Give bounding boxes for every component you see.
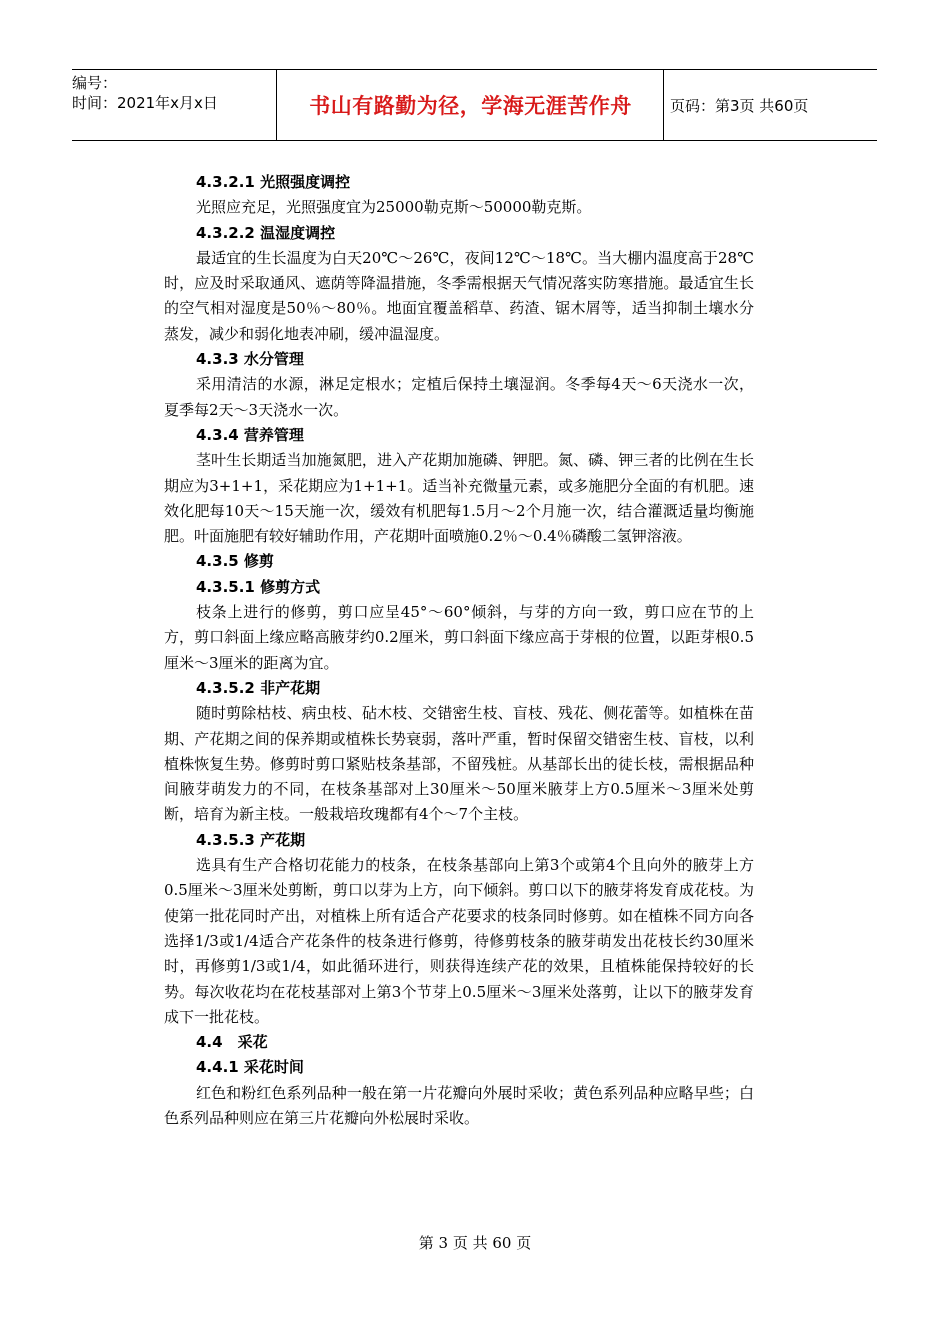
section-heading: 4.4.1 采花时间 (196, 1058, 304, 1077)
section-heading: 4.3.2.2 温湿度调控 (196, 223, 336, 242)
paragraph: 随时剪除枯枝、病虫枝、砧木枝、交错密生枝、盲枝、残花、侧花蕾等。如植株在苗期、产花期之间的保养期或植株长势衰弱，落叶严重，暂时保留交错密生枝、盲枝，以利植株恢复生势。修剪时剪口紧贴枝条基部，不留残桩。从基部长出的徒长枝，需根据品种间腋芽萌发力的不同，在枝条基部对上30厘米～50厘米腋芽上方0.5厘米～3厘米处剪断，培育为新主枝。一般栽培玫瑰都有4个～7个主枝。 (164, 704, 754, 824)
section-heading: 4.3.5.2 非产花期 (196, 678, 321, 697)
document-body (164, 170, 754, 1131)
document-time-label: 时间：2021年x月x日 (72, 94, 218, 112)
paragraph: 红色和粉红色系列品种一般在第一片花瓣向外展时采收；黄色系列品种应略早些；白色系列品种则应在第三片花瓣向外松展时采收。 (164, 1083, 754, 1127)
section-heading: 4.3.5.1 修剪方式 (196, 577, 321, 596)
paragraph: 光照应充足，光照强度宜为25000勒克斯～50000勒克斯。 (196, 198, 592, 217)
paragraph: 枝条上进行的修剪，剪口应呈45°～60°倾斜，与芽的方向一致，剪口应在节的上方，剪口斜面上缘应略高腋芽约0.2厘米，剪口斜面下缘应高于芽根的位置，以距芽根0.5厘米～3厘米的距离为宜。 (164, 603, 754, 672)
section-heading: 4.3.3 水分管理 (196, 350, 304, 369)
header-meta (72, 70, 277, 140)
header-page-number: 页码：第3页 共60页 (670, 96, 809, 115)
paragraph: 最适宜的生长温度为白天20℃～26℃，夜间12℃～18℃。当大棚内温度高于28℃时，应及时采取通风、遮荫等降温措施，冬季需根据天气情况落实防寒措施。最适宜生长的空气相对湿度是50％～80％。地面宜覆盖稻草、药渣、锯木屑等，适当抑制土壤水分蒸发，减少和弱化地表冲刷，缓冲温湿度。 (164, 248, 754, 343)
paragraph: 茎叶生长期适当加施氮肥，进入产花期加施磷、钾肥。氮、磷、钾三者的比例在生长期应为3+1+1，采花期应为1+1+1。适当补充微量元素，或多施肥分全面的有机肥。速效化肥每10天～15天施一次，缓效有机肥每1.5月～2个月施一次，结合灌溉适量均衡施肥。叶面施肥有较好辅助作用，产花期叶面喷施0.2％～0.4％磷酸二氢钾溶液。 (164, 451, 754, 546)
document-number-label: 编号： (72, 74, 118, 92)
section-heading: 4.4 采花 (196, 1033, 268, 1052)
page-header (72, 69, 877, 141)
section-heading: 4.3.4 营养管理 (196, 425, 304, 444)
header-motto: 书山有路勤为径，学海无涯苦作舟 (278, 70, 664, 140)
page-footer: 第 3 页 共 60 页 (418, 1234, 532, 1252)
section-heading: 4.3.5.3 产花期 (196, 830, 306, 849)
paragraph: 选具有生产合格切花能力的枝条，在枝条基部向上第3个或第4个且向外的腋芽上方0.5厘米～3厘米处剪断，剪口以芽为上方，向下倾斜。剪口以下的腋芽将发育成花枝。为使第一批花同时产出，对植株上所有适合产花要求的枝条同时修剪。如在植株不同方向各选择1/3或1/4适合产花条件的枝条进行修剪，待修剪枝条的腋芽萌发出花枝长约30厘米时，再修剪1/3或1/4，如此循环进行，则获得连续产花的效果，且植株能保持较好的长势。每次收花均在花枝基部对上第3个节芽上0.5厘米～3厘米处落剪，让以下的腋芽发育成下一批花枝。 (164, 856, 754, 1026)
section-heading: 4.3.5 修剪 (196, 552, 274, 571)
paragraph: 采用清洁的水源，淋足定根水；定植后保持土壤湿润。冬季每4天～6天浇水一次，夏季每2天～3天浇水一次。 (164, 375, 754, 419)
section-heading: 4.3.2.1 光照强度调控 (196, 173, 351, 191)
